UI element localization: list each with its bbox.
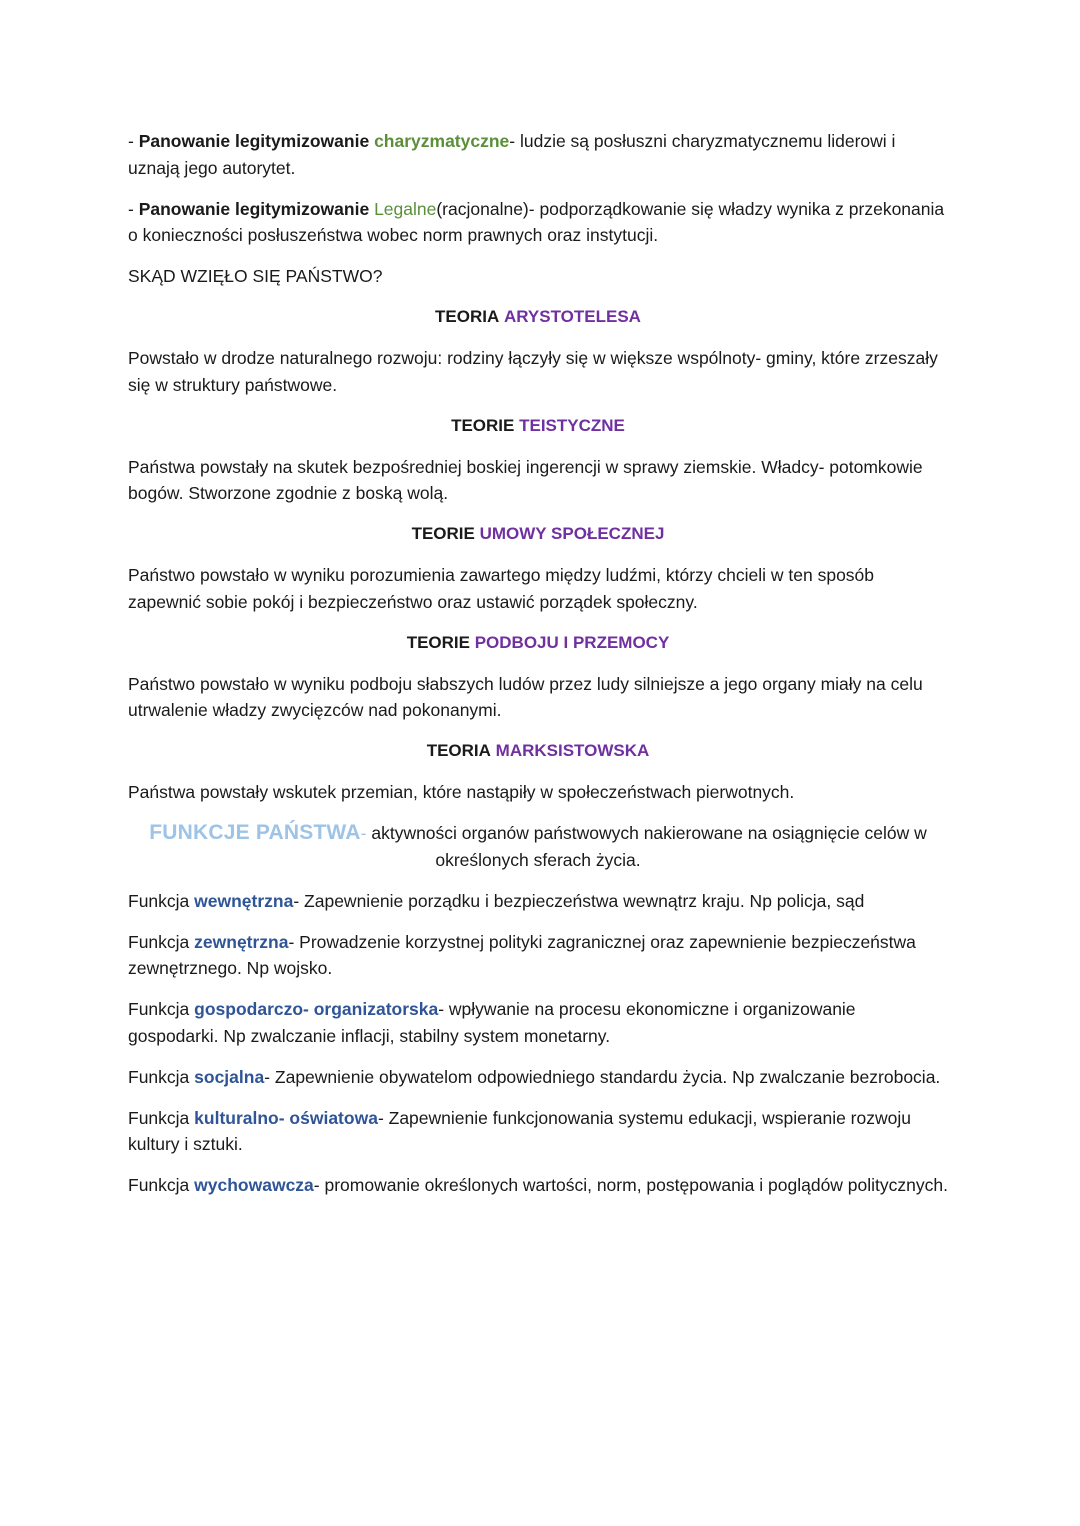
theory-heading: TEORIA MARKSISTOWSKA — [426, 741, 650, 760]
function-item: Funkcja wychowawcza- promowanie określonych wartości, norm, postępowania i poglądów politycznych. — [128, 1175, 948, 1195]
theory-text: Państwo powstało w wyniku podboju słabszych ludów przez ludy silniejsze a jego organy miały na celu utrwalenie władzy zwycięzców nad pokonanymi. — [128, 673, 923, 720]
legit-term: charyzmatyczne — [374, 131, 510, 151]
theory-heading: TEORIE UMOWY SPOŁECZNEJ — [411, 524, 665, 543]
function-item: Funkcja kulturalno- oświatowa- Zapewnienie funkcjonowania systemu edukacji, wspieranie rozwoju kultury i sztuki. — [128, 1107, 911, 1154]
function-item: Funkcja zewnętrzna- Prowadzenie korzystnej polityki zagranicznej oraz zapewnienie bezpieczeństwa zewnętrznego. Np wojsko. — [128, 931, 916, 978]
theory-heading: TEORIE PODBOJU I PRZEMOCY — [406, 632, 670, 652]
legit-term: Legalne — [374, 198, 437, 219]
function-item: Funkcja socjalna- Zapewnienie obywatelom odpowiedniego standardu życia. Np zwalczanie bezrobocia. — [128, 1066, 941, 1087]
theory-heading: TEORIA ARYSTOTELESA — [435, 307, 641, 326]
function-item: Funkcja gospodarczo- organizatorska- wpływanie na procesu ekonomiczne i organizowanie gospodarki. Np zwalczanie inflacji, stabilny system monetarny. — [128, 999, 856, 1046]
function-item: Funkcja wewnętrzna- Zapewnienie porządku i bezpieczeństwa wewnątrz kraju. Np policja, sąd — [128, 890, 865, 911]
theory-text: Państwo powstało w wyniku porozumienia zawartego między ludźmi, którzy chcieli w ten sposób zapewnić sobie pokój i bezpieczeństwo oraz ustawić porządek społeczny. — [128, 565, 875, 612]
functions-title: FUNKCJE PAŃSTWA — [149, 821, 361, 844]
question-heading: SKĄD WZIĘŁO SIĘ PAŃSTWO? — [128, 266, 383, 286]
functions-header: FUNKCJE PAŃSTWA- aktywności organów państwowych nakierowane na osiągnięcie celów w określonych sferach życia. — [149, 821, 927, 870]
legit-legal: - Panowanie legitymizowanie Legalne(racjonalne)- podporządkowanie się władzy wynika z przekonania o konieczności posłuszeństwa wobec norm prawnych oraz instytucji. — [128, 198, 945, 245]
theory-heading: TEORIE TEISTYCZNE — [451, 415, 625, 435]
theory-text: Powstało w drodze naturalnego rozwoju: rodziny łączyły się w większe wspólnoty- gminy, które zrzeszały się w struktury państwowe. — [128, 348, 938, 395]
legit-charismatic: - Panowanie legitymizowanie charyzmatyczne- ludzie są posłuszni charyzmatycznemu liderowi i uznają jego autorytet. — [128, 131, 896, 178]
theory-text: Państwa powstały wskutek przemian, które nastąpiły w społeczeństwach pierwotnych. — [128, 782, 795, 802]
theory-text: Państwa powstały na skutek bezpośredniej boskiej ingerencji w sprawy ziemskie. Władcy- potomkowie bogów. Stworzone zgodnie z boską wolą. — [128, 456, 923, 503]
document-content — [128, 128, 948, 1213]
legit-bold: Panowanie legitymizowanie — [138, 131, 370, 151]
legit-bold: Panowanie legitymizowanie — [138, 198, 370, 219]
